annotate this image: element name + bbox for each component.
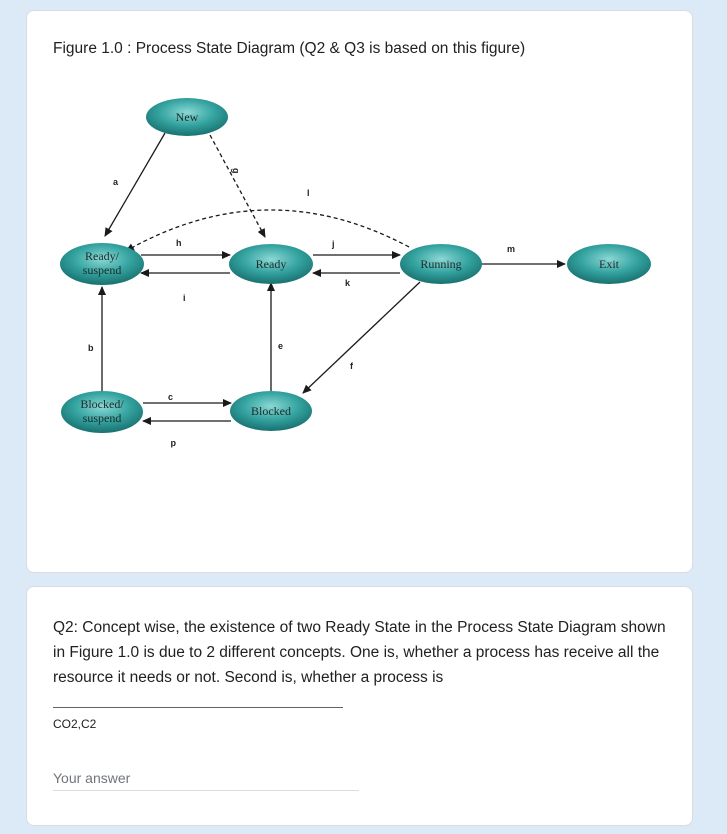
svg-text:Running: Running bbox=[420, 257, 462, 271]
node-running bbox=[400, 244, 482, 284]
node-blocked bbox=[230, 391, 312, 431]
svg-text:suspend: suspend bbox=[82, 411, 122, 425]
process-state-diagram bbox=[27, 11, 694, 574]
figure-card bbox=[26, 10, 693, 573]
node-blocked-suspend bbox=[61, 391, 143, 433]
node-exit bbox=[567, 244, 651, 284]
question-card bbox=[26, 586, 693, 826]
node-ready-suspend bbox=[60, 243, 144, 285]
edge-label-e: e bbox=[278, 341, 284, 351]
edge-label-j: j bbox=[332, 239, 335, 249]
edge-label-d: d bbox=[170, 439, 176, 449]
edge-label-i: i bbox=[183, 293, 186, 303]
answer-input[interactable] bbox=[53, 766, 359, 791]
course-outcome-tag: CO2,C2 bbox=[53, 717, 97, 731]
edge-g bbox=[210, 135, 265, 237]
svg-text:Blocked/: Blocked/ bbox=[80, 397, 124, 411]
svg-text:Blocked: Blocked bbox=[251, 404, 291, 418]
svg-text:Ready: Ready bbox=[255, 257, 287, 271]
edge-label-g: g bbox=[231, 168, 241, 174]
fill-in-blank-line bbox=[53, 707, 343, 708]
node-new bbox=[146, 98, 228, 136]
edge-label-c: c bbox=[168, 392, 174, 402]
edge-label-f: f bbox=[350, 361, 353, 371]
edge-label-b: b bbox=[88, 343, 94, 353]
edge-f bbox=[303, 282, 420, 393]
figure-title: Figure 1.0 : Process State Diagram (Q2 & Q3 is based on this figure) bbox=[53, 40, 526, 57]
edge-label-k: k bbox=[345, 278, 351, 288]
node-ready bbox=[229, 244, 313, 284]
edge-label-m: m bbox=[507, 244, 516, 254]
svg-text:Ready/: Ready/ bbox=[85, 249, 119, 263]
edge-label-a: a bbox=[113, 177, 119, 187]
svg-text:New: New bbox=[175, 110, 199, 124]
svg-text:suspend: suspend bbox=[82, 263, 122, 277]
question-text: Q2: Concept wise, the existence of two Ready State in the Process State Diagram shown in Figure 1.0 is due to 2 different concepts. One is, whether a process has receive all the resource it needs or not. Second is, whether a process is bbox=[53, 619, 666, 686]
edge-label-h: h bbox=[176, 238, 182, 248]
svg-text:Exit: Exit bbox=[599, 257, 619, 271]
edge-label-l: l bbox=[307, 188, 310, 198]
